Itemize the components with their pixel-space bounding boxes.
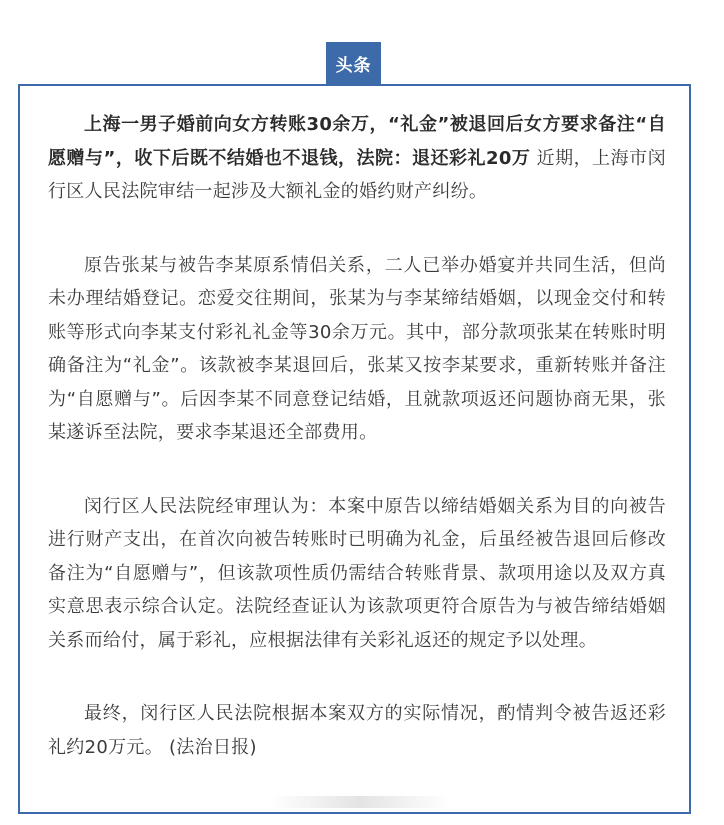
headline-tag: 头条 [326,42,381,84]
lead-text: 近期，上海市闵行区人民法院审结一起涉及大额礼金的婚约财产纠纷。 [48,147,666,202]
paragraph-4: 最终，闵行区人民法院根据本案双方的实际情况，酌情判令被告返还彩礼约20万元。 (法治日报) [48,703,666,758]
paragraph-1 [48,108,666,209]
paragraph-3: 闵行区人民法院经审理认为：本案中原告以缔结婚姻关系为目的向被告进行财产支出，在首次向被告转账时已明确为礼金，后虽经被告退回后修改备注为“自愿赠与”，但该款项性质仍需结合转账背景、款项用途以及双方真实意思表示综合认定。法院经查证认为该款项更符合原告为与被告缔结婚姻关系而给付，属于彩礼，应根据法律有关彩礼返还的规定予以处理。 [48,495,666,651]
paragraph-2: 原告张某与被告李某原系情侣关系，二人已举办婚宴并共同生活，但尚未办理结婚登记。恋爱交往期间，张某为与李某缔结婚姻，以现金交付和转账等形式向李某支付彩礼礼金等30余万元。其中，部分款项张某在转账时明确备注为“礼金”。该款被李某退回后，张某又按李某要求，重新转账并备注为“自愿赠与”。后因李某不同意登记结婚，且就款项返还问题协商无果，张某遂诉至法院，要求李某退还全部费用。 [48,254,666,443]
headline-text: 上海一男子婚前向女方转账30余万，“礼金”被退回后女方要求备注“自愿赠与”，收下后既不结婚也不退钱，法院：退还彩礼20万 [48,114,666,169]
bottom-blur [270,796,450,808]
article-body [48,108,666,764]
